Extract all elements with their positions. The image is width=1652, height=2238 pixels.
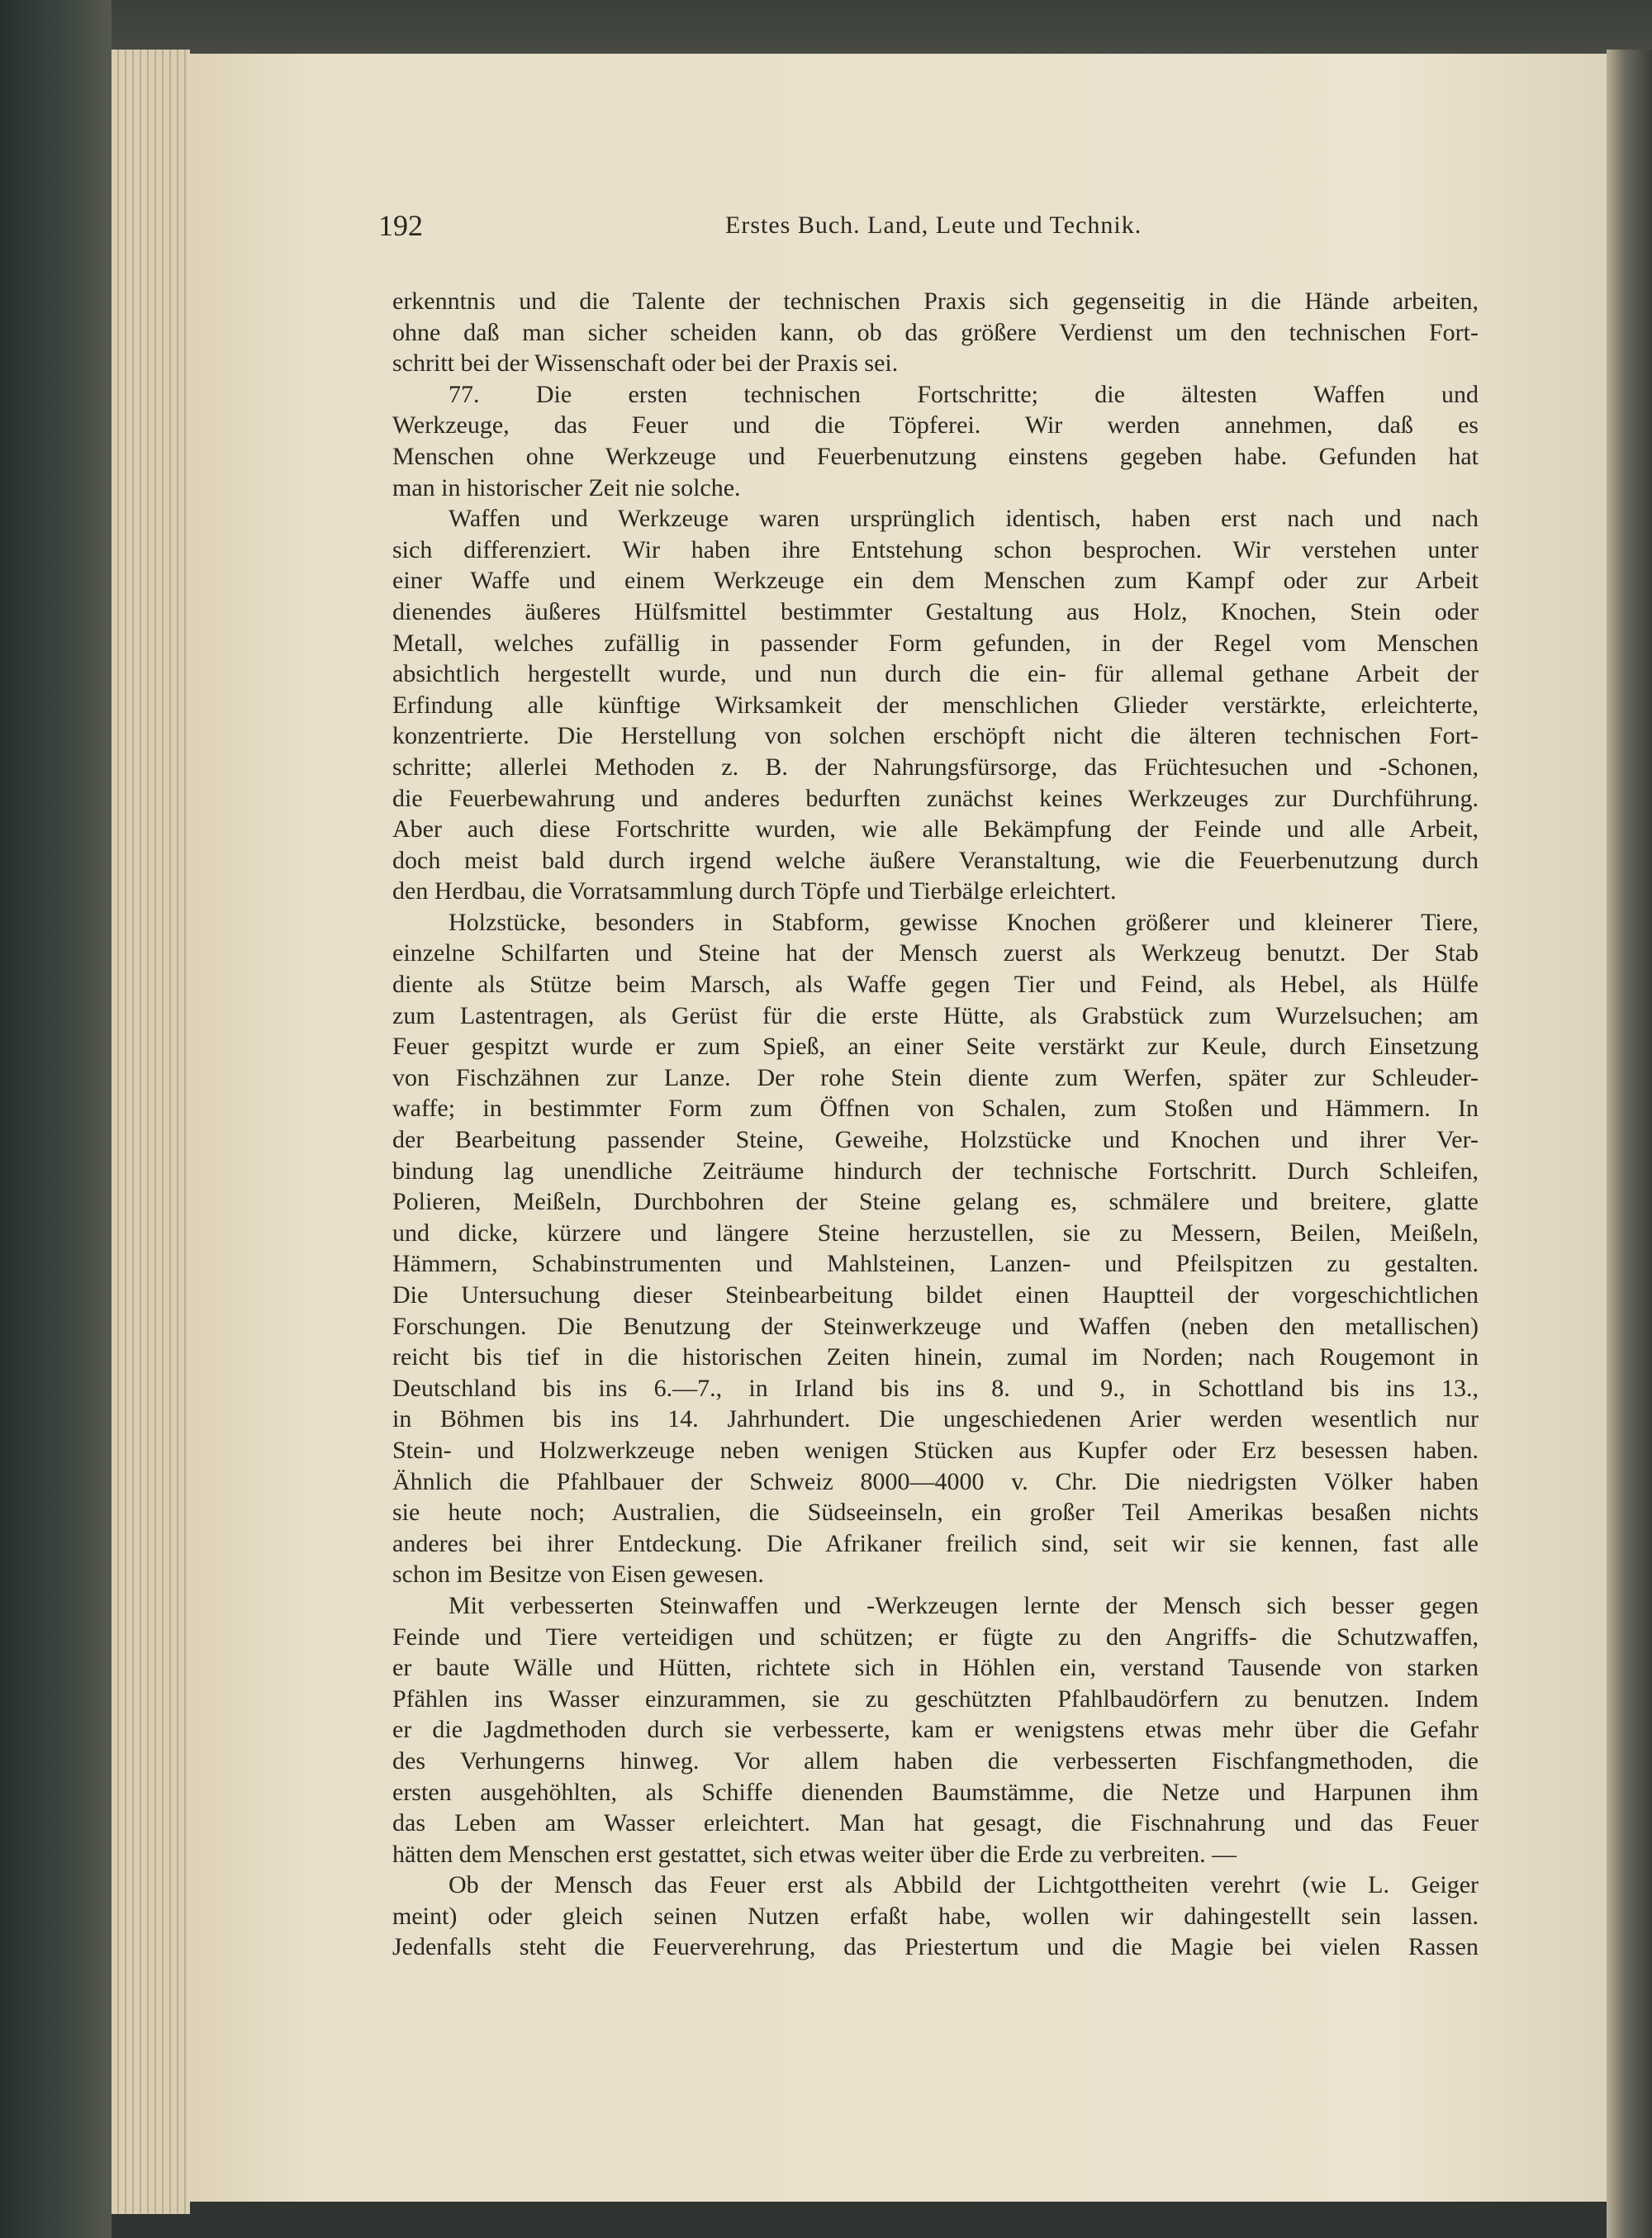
text-line: Holzstücke, besonders in Stabform, gewisse Knochen größerer und kleinerer Tiere, xyxy=(449,908,1479,936)
text-line: Stein- und Holzwerkzeuge neben wenigen Stücken aus Kupfer oder Erz besessen haben. xyxy=(392,1436,1479,1464)
text-line: einer Waffe und einem Werkzeuge ein dem Menschen zum Kampf oder zur Arbeit xyxy=(392,567,1479,595)
text-line: schritte; allerlei Methoden z. B. der Nahrungsfürsorge, das Früchtesuchen und -Schonen, xyxy=(392,753,1479,781)
page-edges xyxy=(112,50,190,2214)
text-line: ersten ausgehöhlten, als Schiffe dienenden Baumstämme, die Netze und Harpunen ihm xyxy=(392,1778,1479,1806)
text-line: Jedenfalls steht die Feuerverehrung, das Priestertum und die Magie bei vielen Rassen xyxy=(392,1933,1479,1961)
text-line: Polieren, Meißeln, Durchbohren der Steine gelang es, schmälere und breitere, glatte xyxy=(392,1188,1479,1216)
text-line: erkenntnis und die Talente der technischen Praxis sich gegenseitig in die Hände arbeiten, xyxy=(392,287,1479,315)
text-line: Mit verbesserten Steinwaffen und -Werkzeugen lernte der Mensch sich besser gegen xyxy=(449,1591,1479,1619)
text-line: doch meist bald durch irgend welche äußere Veranstaltung, wie die Feuerbenutzung durch xyxy=(392,846,1479,874)
running-title: Erstes Buch. Land, Leute und Technik. xyxy=(725,211,1142,239)
text-line: Deutschland bis ins 6.—7., in Irland bis ins 8. und 9., in Schottland bis ins 13., xyxy=(392,1374,1479,1402)
paragraph xyxy=(392,503,1479,907)
paragraph xyxy=(392,286,1479,379)
text-line: Waffen und Werkzeuge waren ursprünglich identisch, haben erst nach und nach xyxy=(449,505,1479,533)
text-line: absichtlich hergestellt wurde, und nun durch die ein- für allemal gethane Arbeit der xyxy=(392,660,1479,688)
text-line: meint) oder gleich seinen Nutzen erfaßt habe, wollen wir dahingestellt sein lassen. xyxy=(392,1902,1479,1930)
text-line: Menschen ohne Werkzeuge und Feuerbenutzung einstens gegeben habe. Gefunden hat xyxy=(392,442,1479,470)
text-line: Forschungen. Die Benutzung der Steinwerkzeuge und Waffen (neben den metallischen) xyxy=(392,1312,1479,1340)
page-header xyxy=(378,208,1477,249)
text-line: er die Jagdmethoden durch sie verbesserte, kam er wenigstens etwas mehr über die Gefahr xyxy=(392,1716,1479,1744)
text-line: und dicke, kürzere und längere Steine herzustellen, sie zu Messern, Beilen, Meißeln, xyxy=(392,1219,1479,1247)
text-line: Aber auch diese Fortschritte wurden, wie alle Bekämpfung der Feinde und alle Arbeit, xyxy=(392,815,1479,843)
body-text xyxy=(392,286,1479,1963)
text-line: er baute Wälle und Hütten, richtete sich in Höhlen ein, verstand Tausende von starken xyxy=(392,1654,1479,1682)
text-line: schon im Besitze von Eisen gewesen. xyxy=(392,1561,764,1589)
text-line: Ob der Mensch das Feuer erst als Abbild der Lichtgottheiten verehrt (wie L. Geiger xyxy=(449,1871,1479,1899)
page-right-edge xyxy=(1607,50,1652,2238)
text-line: einzelne Schilfarten und Steine hat der Mensch zuerst als Werkzeug benutzt. Der Stab xyxy=(392,939,1479,967)
text-line: schritt bei der Wissenschaft oder bei der Praxis sei. xyxy=(392,349,899,378)
text-line: Werkzeuge, das Feuer und die Töpferei. Wir werden annehmen, daß es xyxy=(392,411,1479,440)
text-line: bindung lag unendliche Zeiträume hindurch der technische Fortschritt. Durch Schleifen, xyxy=(392,1157,1479,1185)
text-line: Pfählen ins Wasser einzurammen, sie zu geschützten Pfahlbaudörfern zu benutzen. Indem xyxy=(392,1684,1479,1713)
text-line: ohne daß man sicher scheiden kann, ob das größere Verdienst um den technischen Fort- xyxy=(392,318,1479,346)
page-number: 192 xyxy=(378,209,423,242)
text-line: reicht bis tief in die historischen Zeiten hinein, zumal im Norden; nach Rougemont in xyxy=(392,1343,1479,1371)
paragraph xyxy=(392,1590,1479,1870)
text-line: man in historischer Zeit nie solche. xyxy=(392,473,741,501)
text-line: anderes bei ihrer Entdeckung. Die Afrikaner freilich sind, seit wir sie kennen, fast alle xyxy=(392,1529,1479,1557)
text-line: den Herdbau, die Vorratsammlung durch Töpfe und Tierbälge erleichtert. xyxy=(392,877,1117,905)
paragraph xyxy=(392,379,1479,503)
text-line: 77. Die ersten technischen Fortschritte; die ältesten Waffen und xyxy=(449,380,1479,408)
text-line: Die Untersuchung dieser Steinbearbeitung bildet einen Hauptteil der vorgeschichtlichen xyxy=(392,1281,1479,1309)
text-line: Ähnlich die Pfahlbauer der Schweiz 8000—4000 v. Chr. Die niedrigsten Völker haben xyxy=(392,1467,1479,1495)
text-line: sich differenziert. Wir haben ihre Entstehung schon besprochen. Wir verstehen unter xyxy=(392,535,1479,563)
text-line: waffe; in bestimmter Form zum Öffnen von Schalen, zum Stoßen und Hämmern. In xyxy=(392,1095,1479,1123)
text-line: das Leben am Wasser erleichtert. Man hat gesagt, die Fischnahrung und das Feuer xyxy=(392,1809,1479,1837)
text-line: die Feuerbewahrung und anderes bedurften zunächst keines Werkzeuges zur Durchführung. xyxy=(392,784,1479,812)
text-line: dienendes äußeres Hülfsmittel bestimmter Gestaltung aus Holz, Knochen, Stein oder xyxy=(392,597,1479,625)
text-line: Hämmern, Schabinstrumenten und Mahlsteinen, Lanzen- und Pfeilspitzen zu gestalten. xyxy=(392,1250,1479,1278)
text-line: zum Lastentragen, als Gerüst für die erste Hütte, als Grabstück zum Wurzelsuchen; am xyxy=(392,1001,1479,1029)
text-line: konzentrierte. Die Herstellung von solchen erschöpft nicht die älteren technischen Fort- xyxy=(392,722,1479,750)
text-line: hätten dem Menschen erst gestattet, sich etwas weiter über die Erde zu verbreiten. — xyxy=(392,1840,1237,1868)
text-line: Erfindung alle künftige Wirksamkeit der menschlichen Glieder verstärkte, erleichterte, xyxy=(392,691,1479,719)
text-line: des Verhungerns hinweg. Vor allem haben die verbesserten Fischfangmethoden, die xyxy=(392,1746,1479,1775)
paragraph xyxy=(392,907,1479,1590)
text-line: Metall, welches zufällig in passender Form gefunden, in der Regel vom Menschen xyxy=(392,629,1479,657)
text-line: der Bearbeitung passender Steine, Geweihe, Holzstücke und Knochen und ihrer Ver- xyxy=(392,1126,1479,1154)
book-binding xyxy=(0,0,112,2238)
text-line: Feuer gespitzt wurde er zum Spieß, an einer Seite verstärkt zur Keule, durch Einsetzung xyxy=(392,1033,1479,1061)
text-line: diente als Stütze beim Marsch, als Waffe gegen Tier und Feind, als Hebel, als Hülfe xyxy=(392,971,1479,999)
text-line: von Fischzähnen zur Lanze. Der rohe Stein diente zum Werfen, später zur Schleuder- xyxy=(392,1063,1479,1091)
paragraph xyxy=(392,1870,1479,1963)
text-line: Feinde und Tiere verteidigen und schützen; er fügte zu den Angriffs- die Schutzwaffen, xyxy=(392,1623,1479,1651)
text-line: in Böhmen bis ins 14. Jahrhundert. Die ungeschiedenen Arier werden wesentlich nur xyxy=(392,1405,1479,1433)
text-line: sie heute noch; Australien, die Südseeinseln, ein großer Teil Amerikas besaßen nichts xyxy=(392,1499,1479,1527)
